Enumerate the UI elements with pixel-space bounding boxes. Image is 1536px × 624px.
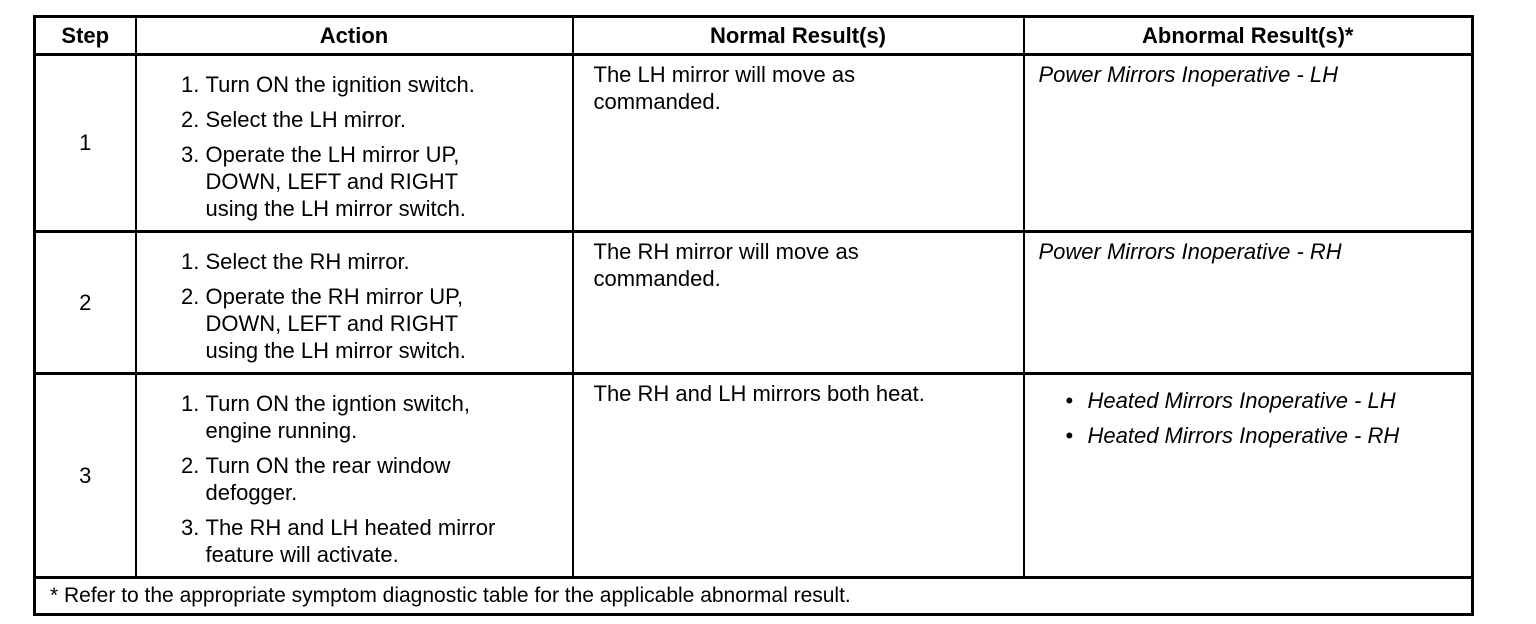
step-number: 2	[35, 232, 136, 374]
diagnostic-table	[33, 15, 1474, 616]
action-item: 2. Operate the RH mirror UP, DOWN, LEFT and RIGHT using the LH mirror switch.	[206, 283, 506, 364]
header-abnormal-results: Abnormal Result(s)*	[1024, 17, 1473, 55]
abnormal-result-cell	[1024, 232, 1473, 374]
normal-result: The RH mirror will move as commanded.	[593, 239, 859, 291]
action-list	[137, 375, 572, 576]
table-row	[35, 55, 1473, 232]
normal-result-cell	[573, 55, 1024, 232]
action-item: 1. Select the RH mirror.	[206, 248, 572, 275]
header-row	[35, 17, 1473, 55]
action-cell	[136, 374, 573, 578]
normal-result-cell	[573, 374, 1024, 578]
abnormal-result-cell	[1024, 55, 1473, 232]
abnormal-result: Power Mirrors Inoperative - LH	[1038, 62, 1339, 87]
action-item: 1. Turn ON the igntion switch, engine running.	[206, 390, 526, 444]
footnote: * Refer to the appropriate symptom diagnostic table for the applicable abnormal result.	[35, 578, 1473, 615]
footnote-row	[35, 578, 1473, 615]
abnormal-result: Power Mirrors Inoperative - RH	[1038, 239, 1342, 264]
header-normal-results: Normal Result(s)	[573, 17, 1024, 55]
normal-result: The RH and LH mirrors both heat.	[593, 381, 925, 406]
table-row	[35, 232, 1473, 374]
table-row	[35, 374, 1473, 578]
action-cell	[136, 55, 573, 232]
action-item: 3. The RH and LH heated mirror feature will activate.	[206, 514, 551, 568]
step-number: 1	[35, 55, 136, 232]
action-item: 1. Turn ON the ignition switch.	[206, 71, 572, 98]
abnormal-result-item: • Heated Mirrors Inoperative - LH	[1088, 387, 1472, 414]
action-cell	[136, 232, 573, 374]
header-step: Step	[35, 17, 136, 55]
action-item: 3. Operate the LH mirror UP, DOWN, LEFT and RIGHT using the LH mirror switch.	[206, 141, 506, 222]
abnormal-result-cell	[1024, 374, 1473, 578]
normal-result-cell	[573, 232, 1024, 374]
action-list	[137, 233, 572, 372]
action-item: 2. Turn ON the rear window defogger.	[206, 452, 506, 506]
normal-result: The LH mirror will move as commanded.	[593, 62, 856, 114]
action-list	[137, 56, 572, 230]
abnormal-result-item: • Heated Mirrors Inoperative - RH	[1088, 422, 1472, 449]
action-item: 2. Select the LH mirror.	[206, 106, 572, 133]
abnormal-result-list	[1025, 375, 1472, 449]
step-number: 3	[35, 374, 136, 578]
header-action: Action	[136, 17, 573, 55]
